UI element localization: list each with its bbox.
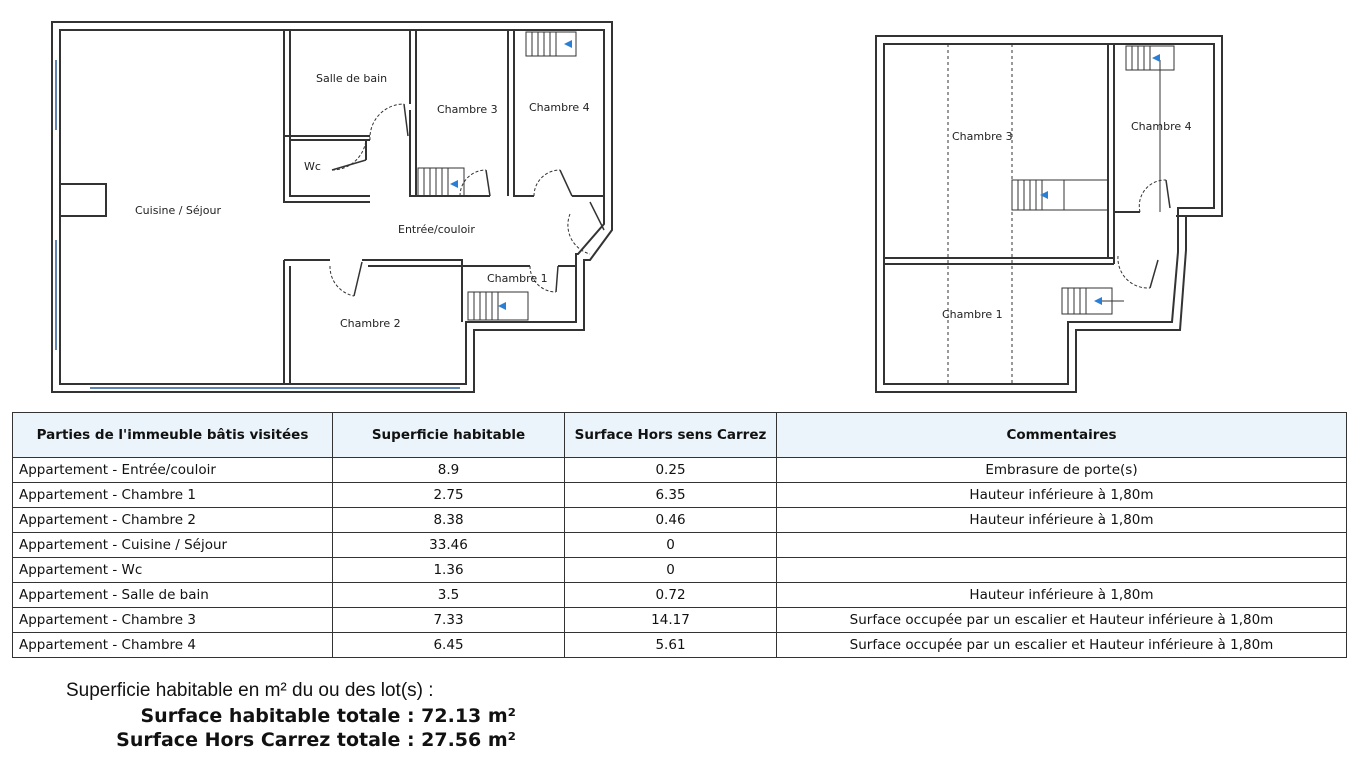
table-row (13, 633, 1347, 658)
habitable-cell: 3.5 (333, 583, 565, 608)
habitable-cell: 7.33 (333, 608, 565, 633)
upper-floor-plan (876, 36, 1222, 392)
upper-partitions (884, 44, 1186, 264)
comment-cell: Hauteur inférieure à 1,80m (777, 483, 1347, 508)
room-label: Salle de bain (316, 72, 388, 85)
room-label: Chambre 3 (952, 130, 1013, 143)
room-label: Chambre 2 (340, 317, 401, 330)
comment-cell: Surface occupée par un escalier et Hauteur inférieure à 1,80m (777, 608, 1347, 633)
hors-carrez-cell: 0.72 (565, 583, 777, 608)
room-label: Chambre 1 (942, 308, 1003, 321)
room-label: Chambre 3 (437, 103, 498, 116)
ground-stair-arrows (450, 40, 572, 310)
upper-outer-wall-outer (876, 36, 1222, 392)
upper-door-swings (1118, 180, 1166, 288)
comment-cell: Surface occupée par un escalier et Hauteur inférieure à 1,80m (777, 633, 1347, 658)
room-label: Entrée/couloir (398, 223, 475, 236)
habitable-cell: 33.46 (333, 533, 565, 558)
part-cell: Appartement - Entrée/couloir (13, 458, 333, 483)
table-row (13, 508, 1347, 533)
part-cell: Appartement - Chambre 1 (13, 483, 333, 508)
comment-cell (777, 533, 1347, 558)
table-row (13, 558, 1347, 583)
habitable-cell: 8.9 (333, 458, 565, 483)
hors-carrez-cell: 14.17 (565, 608, 777, 633)
comment-cell: Hauteur inférieure à 1,80m (777, 583, 1347, 608)
hors-carrez-cell: 0 (565, 533, 777, 558)
table-row (13, 458, 1347, 483)
room-label: Cuisine / Séjour (135, 204, 221, 217)
comment-cell: Hauteur inférieure à 1,80m (777, 508, 1347, 533)
total-hors-carrez: Surface Hors Carrez totale : 27.56 m² (116, 729, 516, 751)
column-header: Commentaires (777, 413, 1347, 458)
hors-carrez-cell: 6.35 (565, 483, 777, 508)
comment-cell (777, 558, 1347, 583)
table-row (13, 583, 1347, 608)
upper-stairs (1012, 46, 1174, 314)
summary-intro: Superficie habitable en m² du ou des lot(s) : (66, 680, 434, 701)
part-cell: Appartement - Chambre 4 (13, 633, 333, 658)
room-label: Chambre 4 (529, 101, 590, 114)
hors-carrez-cell: 0.46 (565, 508, 777, 533)
upper-outer-wall-inner (884, 44, 1214, 384)
habitable-cell: 8.38 (333, 508, 565, 533)
habitable-cell: 6.45 (333, 633, 565, 658)
part-cell: Appartement - Wc (13, 558, 333, 583)
comment-cell: Embrasure de porte(s) (777, 458, 1347, 483)
table-row (13, 483, 1347, 508)
ground-door-swings (330, 104, 590, 296)
surface-summary (66, 678, 516, 752)
part-cell: Appartement - Chambre 3 (13, 608, 333, 633)
part-cell: Appartement - Cuisine / Séjour (13, 533, 333, 558)
room-label: Chambre 1 (487, 272, 548, 285)
upper-ceiling-lines (948, 44, 1012, 384)
room-label: Wc (304, 160, 321, 173)
ground-doors (332, 104, 604, 296)
surface-table (12, 412, 1347, 658)
ground-window-niche (60, 184, 106, 216)
hors-carrez-cell: 5.61 (565, 633, 777, 658)
habitable-cell: 2.75 (333, 483, 565, 508)
column-header: Parties de l'immeuble bâtis visitées (13, 413, 333, 458)
upper-room-labels (942, 120, 1192, 321)
table-row (13, 608, 1347, 633)
hors-carrez-cell: 0.25 (565, 458, 777, 483)
column-header: Surface Hors sens Carrez (565, 413, 777, 458)
column-header: Superficie habitable (333, 413, 565, 458)
hors-carrez-cell: 0 (565, 558, 777, 583)
part-cell: Appartement - Chambre 2 (13, 508, 333, 533)
table-header-row (13, 413, 1347, 458)
table-row (13, 533, 1347, 558)
habitable-cell: 1.36 (333, 558, 565, 583)
part-cell: Appartement - Salle de bain (13, 583, 333, 608)
total-habitable: Surface habitable totale : 72.13 m² (140, 705, 516, 727)
room-label: Chambre 4 (1131, 120, 1192, 133)
